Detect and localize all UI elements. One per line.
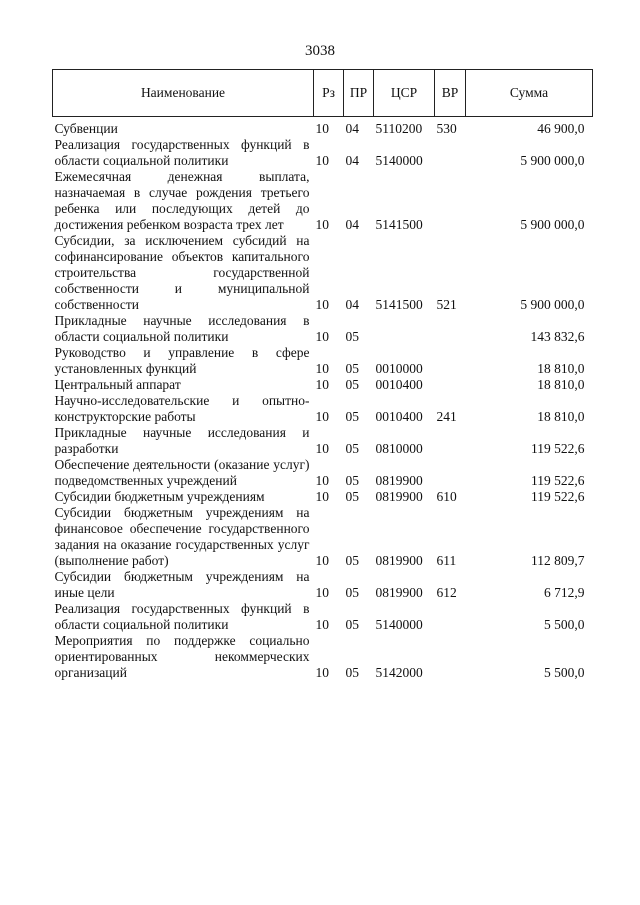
cell-sum: 5 900 000,0 <box>520 153 585 168</box>
cell-pr: 05 <box>345 665 359 680</box>
table-row <box>53 601 593 633</box>
cell-name: Центральный аппарат <box>54 377 181 392</box>
cell-csr: 5140000 <box>375 617 423 632</box>
cell-vr <box>435 169 466 233</box>
cell-csr: 5141500 <box>375 297 423 312</box>
cell-csr: 0819900 <box>375 473 423 488</box>
cell-rz: 10 <box>315 361 329 376</box>
cell-vr: 612 <box>436 585 457 600</box>
cell-vr <box>435 345 466 377</box>
cell-csr: 0819900 <box>375 489 423 504</box>
cell-name: Субсидии, за исключением субсидий на софинансирование объектов капитального строительства государственной собственности и муниципальной собственности <box>54 233 310 312</box>
cell-rz: 10 <box>315 297 329 312</box>
cell-sum: 119 522,6 <box>531 489 585 504</box>
cell-pr: 05 <box>345 377 359 392</box>
header-rz: Рз <box>314 70 344 117</box>
table-row <box>53 505 593 569</box>
cell-csr <box>374 313 435 345</box>
cell-rz: 10 <box>315 329 329 344</box>
cell-vr: 241 <box>436 409 457 424</box>
cell-vr: 530 <box>436 121 457 136</box>
cell-name: Прикладные научные исследования и разработки <box>54 425 310 456</box>
cell-csr: 5141500 <box>375 217 423 232</box>
cell-rz: 10 <box>315 617 329 632</box>
cell-name: Субсидии бюджетным учреждениям <box>54 489 265 504</box>
cell-rz: 10 <box>315 665 329 680</box>
cell-vr <box>435 425 466 457</box>
table-row <box>53 233 593 313</box>
cell-name: Прикладные научные исследования в области социальной политики <box>54 313 310 344</box>
table-row <box>53 137 593 169</box>
cell-rz: 10 <box>315 121 329 136</box>
cell-sum: 119 522,6 <box>531 473 585 488</box>
cell-pr: 05 <box>345 409 359 424</box>
table-row <box>53 489 593 505</box>
cell-sum: 18 810,0 <box>537 361 585 376</box>
header-name: Наименование <box>53 70 314 117</box>
cell-rz: 10 <box>315 153 329 168</box>
table-body <box>53 117 593 682</box>
cell-sum: 119 522,6 <box>531 441 585 456</box>
cell-csr: 5140000 <box>375 153 423 168</box>
cell-pr: 05 <box>345 441 359 456</box>
cell-pr: 05 <box>345 585 359 600</box>
cell-name: Научно-исследовательские и опытно-конструкторские работы <box>54 393 310 424</box>
table-row <box>53 345 593 377</box>
header-vr: ВР <box>435 70 466 117</box>
cell-sum: 46 900,0 <box>537 121 585 136</box>
table-row <box>53 169 593 233</box>
table-row <box>53 633 593 681</box>
table-row <box>53 377 593 393</box>
cell-csr: 0819900 <box>375 553 423 568</box>
cell-name: Субвенции <box>54 121 118 136</box>
cell-name: Ежемесячная денежная выплата, назначаемая в случае рождения третьего ребенка или последующих детей до достижения ребенком возраста трех лет <box>54 169 310 232</box>
header-csr: ЦСР <box>374 70 435 117</box>
cell-pr: 05 <box>345 617 359 632</box>
cell-name: Руководство и управление в сфере установленных функций <box>54 345 310 376</box>
cell-sum: 5 900 000,0 <box>520 297 585 312</box>
cell-sum: 5 900 000,0 <box>520 217 585 232</box>
cell-name: Обеспечение деятельности (оказание услуг) подведомственных учреждений <box>54 457 310 488</box>
cell-name: Субсидии бюджетным учреждениям на финансовое обеспечение государственного задания на оказание государственных услуг (выполнение работ) <box>54 505 310 568</box>
table-row <box>53 117 593 138</box>
cell-sum: 18 810,0 <box>537 409 585 424</box>
cell-sum: 143 832,6 <box>530 329 585 344</box>
cell-rz: 10 <box>315 409 329 424</box>
cell-vr <box>435 601 466 633</box>
cell-pr: 04 <box>345 297 359 312</box>
cell-vr <box>435 633 466 681</box>
cell-csr: 0010400 <box>375 409 423 424</box>
cell-sum: 5 500,0 <box>544 617 585 632</box>
cell-vr <box>435 457 466 489</box>
cell-sum: 112 809,7 <box>531 553 585 568</box>
cell-csr: 0819900 <box>375 585 423 600</box>
cell-vr: 610 <box>436 489 457 504</box>
cell-pr: 05 <box>345 489 359 504</box>
cell-csr: 0010000 <box>375 361 423 376</box>
cell-pr: 04 <box>345 153 359 168</box>
cell-rz: 10 <box>315 553 329 568</box>
cell-name: Мероприятия по поддержке социально ориентированных некоммерческих организаций <box>54 633 310 680</box>
cell-sum: 5 500,0 <box>544 665 585 680</box>
cell-vr <box>435 137 466 169</box>
cell-pr: 05 <box>345 361 359 376</box>
budget-table <box>52 69 593 681</box>
cell-rz: 10 <box>315 473 329 488</box>
table-row <box>53 457 593 489</box>
cell-name: Реализация государственных функций в области социальной политики <box>54 137 310 168</box>
cell-rz: 10 <box>315 441 329 456</box>
page-number: 3038 <box>305 43 335 59</box>
cell-name: Субсидии бюджетным учреждениям на иные цели <box>54 569 310 600</box>
table-row <box>53 393 593 425</box>
cell-sum: 18 810,0 <box>537 377 585 392</box>
cell-rz: 10 <box>315 377 329 392</box>
cell-csr: 5110200 <box>375 121 423 136</box>
cell-vr <box>435 313 466 345</box>
header-sum: Сумма <box>466 70 593 117</box>
cell-csr: 0010400 <box>375 377 423 392</box>
cell-csr: 0810000 <box>375 441 423 456</box>
cell-vr: 611 <box>436 553 457 568</box>
table-row <box>53 313 593 345</box>
cell-csr: 5142000 <box>375 665 423 680</box>
table-row <box>53 425 593 457</box>
cell-pr: 05 <box>345 473 359 488</box>
cell-pr: 05 <box>345 329 359 344</box>
cell-name: Реализация государственных функций в области социальной политики <box>54 601 310 632</box>
cell-pr: 05 <box>345 553 359 568</box>
cell-vr: 521 <box>436 297 457 312</box>
table-header-row <box>53 70 593 117</box>
header-pr: ПР <box>344 70 374 117</box>
cell-pr: 04 <box>345 217 359 232</box>
cell-vr <box>435 377 466 393</box>
cell-pr: 04 <box>345 121 359 136</box>
table-row <box>53 569 593 601</box>
cell-rz: 10 <box>315 585 329 600</box>
cell-rz: 10 <box>315 217 329 232</box>
cell-sum: 6 712,9 <box>544 585 585 600</box>
cell-rz: 10 <box>315 489 329 504</box>
